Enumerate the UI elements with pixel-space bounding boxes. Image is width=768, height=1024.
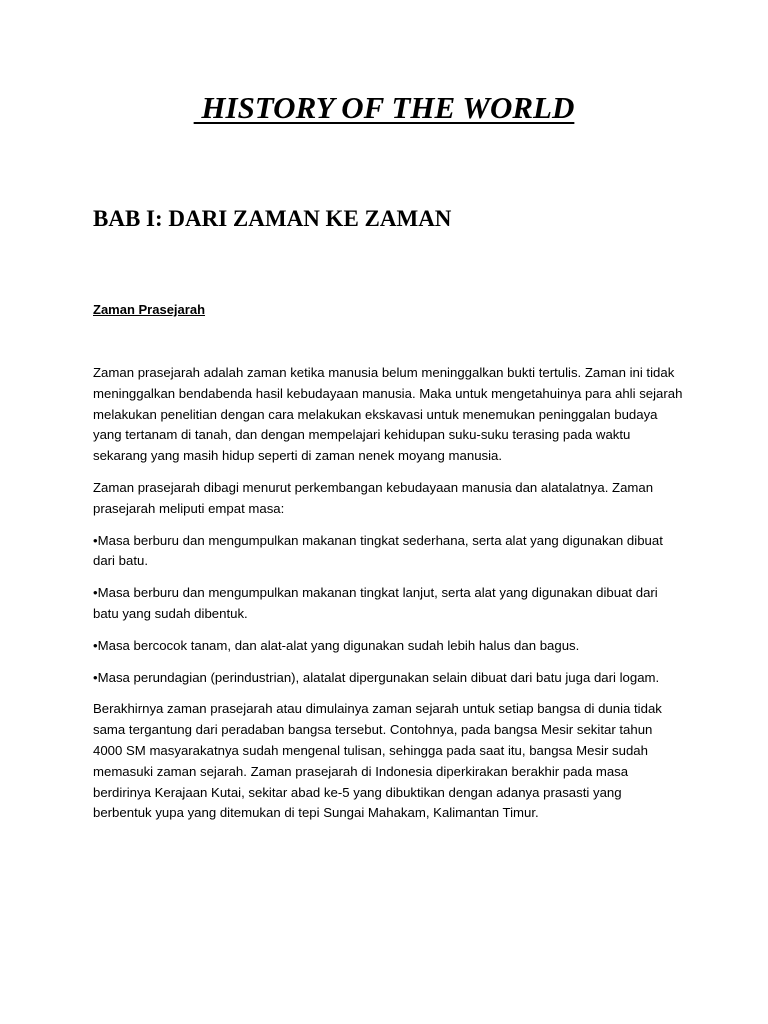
division-paragraph: Zaman prasejarah dibagi menurut perkembangan kebudayaan manusia dan alatalatnya. Zaman prasejarah meliputi empat masa: bbox=[93, 479, 654, 516]
body-text bbox=[93, 363, 683, 835]
bullet-text: Masa berburu dan mengumpulkan makanan tingkat sederhana, serta alat yang digunakan dibuat dari batu. bbox=[93, 532, 663, 569]
bullet-text: Masa bercocok tanam, dan alat-alat yang digunakan sudah lebih halus dan bagus. bbox=[97, 637, 580, 653]
intro-paragraph: Zaman prasejarah adalah zaman ketika manusia belum meninggalkan bukti tertulis. Zaman ini tidak meninggalkan bendabenda hasil kebudayaan manusia. Maka untuk mengetahuinya para ahli sejarah melakukan penelitian dengan cara melakukan ekskavasi untuk menemukan peninggalan budaya yang tertanam di tanah, dan dengan mempelajari kehidupan suku-suku terasing pada waktu sekarang yang masih hidup seperti di zaman nenek moyang manusia. bbox=[93, 365, 683, 464]
section-heading: Zaman Prasejarah bbox=[93, 302, 206, 317]
bullet-symbol: • bbox=[93, 532, 98, 548]
bullet-symbol: • bbox=[93, 669, 98, 685]
bullet-symbol: • bbox=[93, 585, 98, 601]
document-title: HISTORY OF THE WORLD bbox=[193, 90, 575, 125]
bullet-item bbox=[93, 583, 683, 625]
chapter-title: BAB I: DARI ZAMAN KE ZAMAN bbox=[93, 206, 452, 231]
bullet-symbol: • bbox=[93, 637, 98, 653]
bullet-text: Masa berburu dan mengumpulkan makanan tingkat lanjut, serta alat yang digunakan dibuat dari batu yang sudah dibentuk. bbox=[93, 585, 658, 621]
bullet-item bbox=[93, 668, 683, 689]
bullet-item bbox=[93, 636, 683, 657]
bullet-text: Masa perundagian (perindustrian), alatalat dipergunakan selain dibuat dari batu juga dari logam. bbox=[97, 669, 660, 685]
closing-paragraph: Berakhirnya zaman prasejarah atau dimulainya zaman sejarah untuk setiap bangsa di dunia tidak sama tergantung dari peradaban bangsa tersebut. Contohnya, pada bangsa Mesir sekitar tahun 4000 SM masyarakatnya sudah mengenal tulisan, sehingga pada saat itu, bangsa Mesir sudah memasuki zaman sejarah. Zaman prasejarah di Indonesia diperkirakan berakhir pada masa berdirinya Kerajaan Kutai, sekitar abad ke-5 yang dibuktikan dengan adanya prasasti yang berbentuk yupa yang ditemukan di tepi Sungai Mahakam, Kalimantan Timur. bbox=[93, 701, 662, 821]
bullet-item bbox=[93, 531, 683, 573]
